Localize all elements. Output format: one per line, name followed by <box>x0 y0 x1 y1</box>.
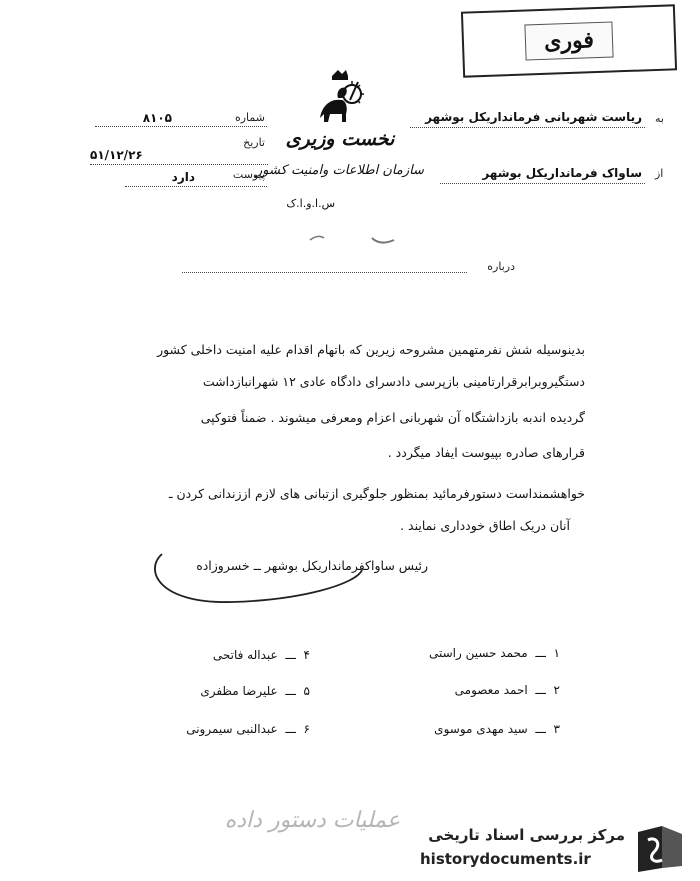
person-name: احمد معصومی <box>454 683 528 697</box>
from-underline <box>440 183 645 184</box>
from-label: از <box>655 167 664 180</box>
list-item: ۳ ـــ سید مهدی موسوی <box>434 722 560 736</box>
request-line: خواهشمنداست دستورفرمائید بمنظور جلوگیری ازتبانی های لازم اززندانی کردن ـ <box>168 486 585 501</box>
person-number: ۴ <box>303 648 310 662</box>
list-item: ۲ ـــ احمد معصومی <box>454 683 560 697</box>
date-label: تاریخ <box>243 136 265 149</box>
body-line: قرارهای صادره بپیوست ایفاد میگردد . <box>387 445 585 460</box>
stamp-text: فوری <box>525 21 614 60</box>
person-name: محمد حسین راستی <box>428 646 528 660</box>
body-line: بدینوسیله شش نفرمتهمین مشروحه زیرین که باتهام اقدام علیه امنیت داخلی کشور <box>157 342 585 357</box>
signature-loop <box>142 540 372 610</box>
to-underline <box>410 127 645 128</box>
to-value: ریاست شهربانی فرمانداریکل بوشهر <box>425 110 642 124</box>
person-name: سید مهدی موسوی <box>434 722 528 736</box>
number-underline <box>95 126 267 127</box>
person-number: ۵ <box>303 684 310 698</box>
signature-line: رئیس ساواکفرمانداریکل بوشهر ــ خسروزاده <box>196 558 428 573</box>
attachment-underline <box>125 186 267 187</box>
org-title: نخست وزیری <box>285 128 395 150</box>
person-name: عبدالنبی سیمرونی <box>186 722 278 736</box>
list-item: ۶ ـــ عبدالنبی سیمرونی <box>186 722 310 736</box>
handwritten-note: عملیات دستور داده <box>224 808 400 833</box>
person-number: ۲ <box>553 683 560 697</box>
org-code: س.ا.و.ا.ک <box>286 197 335 210</box>
request-line: آنان دریک اطاق خودداری نمایند . <box>400 518 570 533</box>
attachment-label: پیوست <box>232 168 265 181</box>
attachment-value: دارد <box>171 170 195 184</box>
scribble-mark <box>300 228 410 250</box>
footer-org-name: مرکز بررسی اسناد تاریخی <box>428 826 625 844</box>
org-subtitle: سازمان اطلاعات وامنیت کشور <box>256 163 424 178</box>
person-name: علیرضا مظفری <box>200 684 278 698</box>
urgent-stamp <box>461 4 677 77</box>
person-number: ۱ <box>553 646 560 660</box>
subject-underline <box>182 272 467 273</box>
list-item: ۱ ـــ محمد حسین راستی <box>428 646 560 660</box>
number-label: شماره <box>234 111 265 124</box>
body-line: گردیده اندبه بازداشتگاه آن شهربانی اعزام ومعرفی میشوند . ضمناً فتوکپی <box>200 410 585 425</box>
number-value: ۸۱۰۵ <box>142 111 172 125</box>
list-item: ۴ ـــ عبداله فاتحی <box>212 648 310 662</box>
person-number: ۳ <box>553 722 560 736</box>
archive-logo-icon <box>632 822 688 874</box>
subject-label: درباره <box>487 260 515 273</box>
person-name: عبداله فاتحی <box>212 648 278 662</box>
person-number: ۶ <box>303 722 310 736</box>
date-value: ۵۱/۱۲/۲۶ <box>90 148 143 162</box>
lion-and-sun-emblem-icon <box>312 68 368 128</box>
date-underline <box>90 164 268 165</box>
from-value: ساواک فرمانداریکل بوشهر <box>482 166 642 180</box>
to-label: به <box>655 112 664 125</box>
footer-url: historydocuments.ir <box>420 850 591 868</box>
body-line: دستگیروبرابرقرارتامینی بازپرسی دادسرای دادگاه عادی ۱۲ شهرانبازداشت <box>202 374 585 389</box>
list-item: ۵ ـــ علیرضا مظفری <box>200 684 310 698</box>
